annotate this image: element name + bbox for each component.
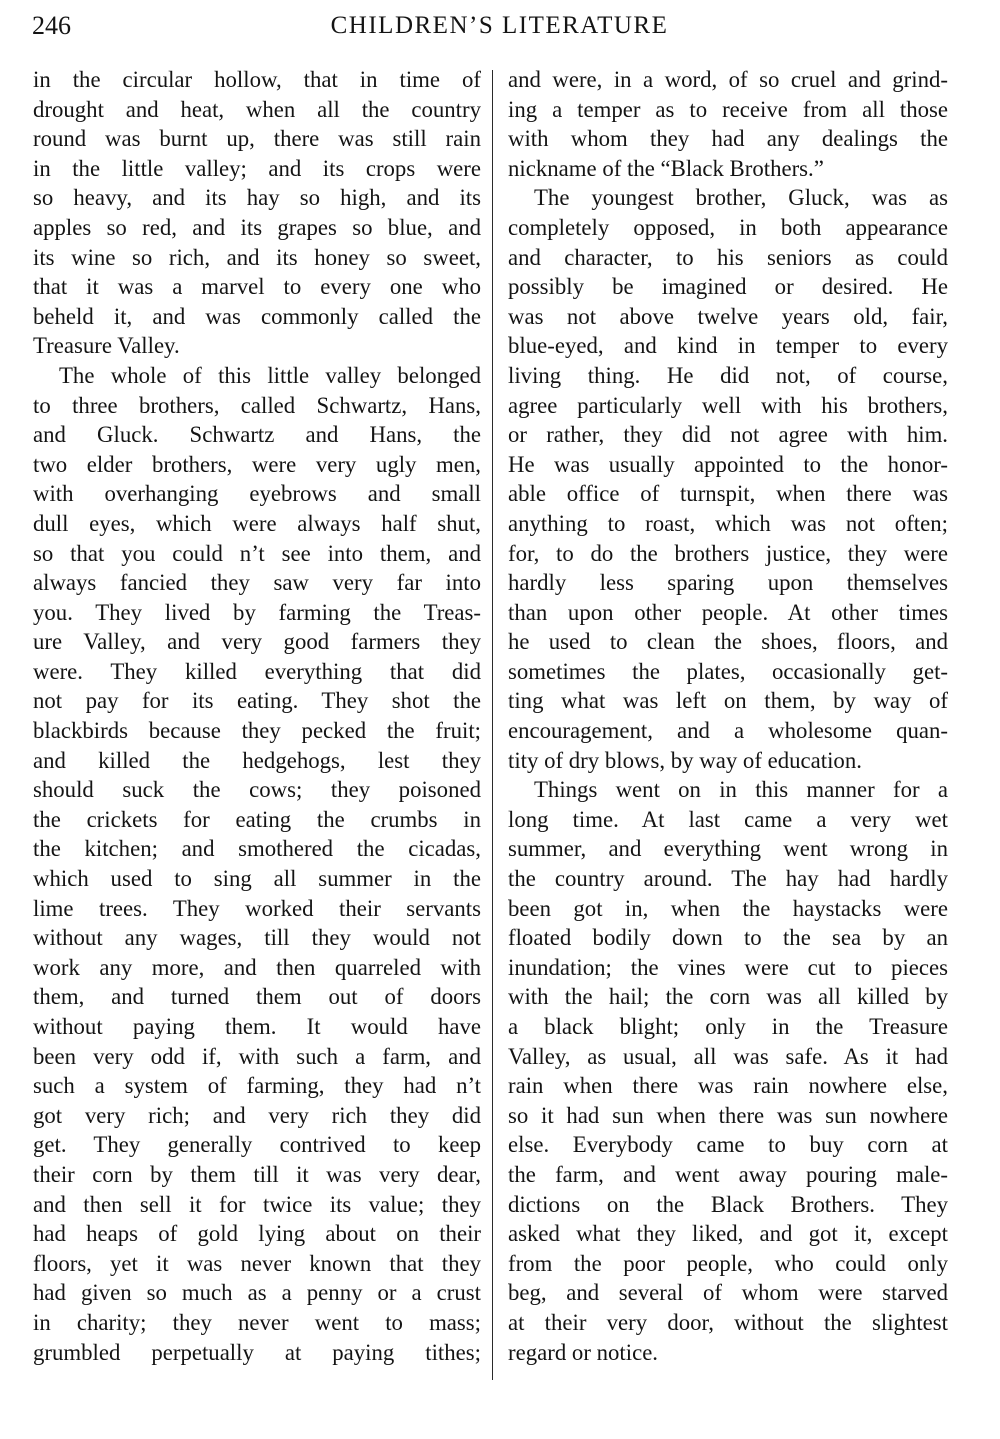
text-line: floors, yet it was never known that they	[33, 1250, 481, 1276]
text-line: such a system of farming, they had n’t	[33, 1073, 481, 1099]
text-line: He was usually appointed to the honor-	[508, 451, 948, 477]
text-line: been very odd if, with such a farm, and	[33, 1043, 481, 1069]
text-line: anything to roast, which was not often;	[508, 510, 948, 536]
text-line: in the circular hollow, that in time of	[33, 67, 481, 92]
text-line: in the little valley; and its crops were	[33, 155, 481, 181]
text-line: two elder brothers, were very ugly men,	[33, 451, 481, 477]
text-line: and were, in a word, of so cruel and grind-	[508, 67, 948, 92]
text-line: without paying them. It would have	[33, 1014, 481, 1039]
text-line: apples so red, and its grapes so blue, and	[33, 214, 481, 240]
text-line: ing a temper as to receive from all those	[508, 96, 948, 122]
text-line: nickname of the “Black Brothers.”	[508, 155, 824, 181]
text-line: tity of dry blows, by way of education.	[508, 747, 862, 773]
text-line: the kitchen; and smothered the cicadas,	[33, 836, 481, 862]
text-line: with the hail; the corn was all killed by	[508, 984, 948, 1010]
text-line: always fancied they saw very far into	[33, 570, 481, 596]
text-line: so heavy, and its hay so high, and its	[33, 185, 481, 211]
text-line: possibly be imagined or desired. He	[508, 274, 948, 300]
running-head: CHILDREN’S LITERATURE	[330, 12, 669, 39]
text-line: and Gluck. Schwartz and Hans, the	[33, 422, 481, 448]
text-line: got very rich; and very rich they did	[33, 1102, 481, 1128]
text-line: living thing. He did not, of course,	[508, 362, 948, 388]
text-line: lime trees. They worked their servants	[33, 895, 481, 921]
text-line: had heaps of gold lying about on their	[33, 1221, 481, 1247]
text-line: and then sell it for twice its value; they	[33, 1191, 481, 1217]
text-line: from the poor people, who could only	[508, 1250, 948, 1276]
text-line: or rather, they did not agree with him.	[508, 422, 948, 448]
text-line: ure Valley, and very good farmers they	[33, 629, 481, 655]
text-line: summer, and everything went wrong in	[508, 836, 948, 862]
text-line: and killed the hedgehogs, lest they	[33, 747, 481, 773]
text-line: ting what was left on them, by way of	[508, 688, 948, 714]
text-line: their corn by them till it was very dear,	[33, 1161, 481, 1187]
text-line: long time. At last came a very wet	[508, 806, 948, 832]
text-line: rain when there was rain nowhere else,	[508, 1073, 948, 1099]
text-line: able office of turnspit, when there was	[508, 481, 948, 507]
paragraph-start-line: Things went on in this manner for a	[534, 777, 948, 803]
text-line: work any more, and then quarreled with	[33, 954, 481, 980]
text-line: completely opposed, in both appearance	[508, 214, 948, 240]
text-line: the crickets for eating the crumbs in	[33, 806, 481, 832]
text-line: so that you could n’t see into them, and	[33, 540, 481, 566]
text-line: dull eyes, which were always half shut,	[33, 510, 481, 536]
text-line: Valley, as usual, all was safe. As it had	[508, 1043, 948, 1069]
text-line: which used to sing all summer in the	[33, 866, 481, 892]
text-line: get. They generally contrived to keep	[33, 1132, 481, 1158]
text-line: had given so much as a penny or a crust	[33, 1280, 481, 1306]
text-line: been got in, when the haystacks were	[508, 895, 948, 921]
text-line: them, and turned them out of doors	[33, 984, 481, 1010]
text-line: so it had sun when there was sun nowhere	[508, 1102, 948, 1128]
text-line: agree particularly well with his brothers,	[508, 392, 948, 418]
text-line: blue-eyed, and kind in temper to every	[508, 333, 948, 359]
text-line: its wine so rich, and its honey so sweet,	[33, 244, 481, 270]
text-line: not pay for its eating. They shot the	[33, 688, 481, 714]
text-line: and character, to his seniors as could	[508, 244, 948, 270]
text-line: was not above twelve years old, fair,	[508, 303, 948, 329]
column-divider	[492, 70, 493, 1380]
text-line: for, to do the brothers justice, they were	[508, 540, 948, 566]
text-line: else. Everybody came to buy corn at	[508, 1132, 948, 1158]
text-line: with overhanging eyebrows and small	[33, 481, 481, 507]
text-line: blackbirds because they pecked the fruit;	[33, 718, 481, 744]
text-line: you. They lived by farming the Treas-	[33, 599, 481, 625]
text-line: without any wages, till they would not	[33, 925, 481, 951]
text-line: inundation; the vines were cut to pieces	[508, 954, 948, 980]
text-line: the farm, and went away pouring male-	[508, 1161, 948, 1187]
text-line: regard or notice.	[508, 1339, 659, 1365]
text-line: beheld it, and was commonly called the	[33, 303, 481, 329]
page-number: 246	[32, 11, 71, 40]
text-line: drought and heat, when all the country	[33, 96, 481, 122]
page-header	[32, 8, 967, 44]
paragraph-start-line: The whole of this little valley belonged	[59, 362, 481, 388]
text-line: encouragement, and a wholesome quan-	[508, 718, 948, 744]
text-line: should suck the cows; they poisoned	[33, 777, 481, 803]
text-line: a black blight; only in the Treasure	[508, 1014, 948, 1039]
text-line: beg, and several of whom were starved	[508, 1280, 948, 1306]
text-line: asked what they liked, and got it, except	[508, 1221, 948, 1247]
text-line: dictions on the Black Brothers. They	[508, 1191, 948, 1217]
text-line: sometimes the plates, occasionally get-	[508, 658, 948, 684]
text-line: with whom they had any dealings the	[508, 126, 948, 152]
text-line: at their very door, without the slightest	[508, 1309, 948, 1335]
text-line: grumbled perpetually at paying tithes;	[33, 1339, 481, 1365]
paragraph-start-line: The youngest brother, Gluck, was as	[534, 185, 948, 211]
text-line: in charity; they never went to mass;	[33, 1309, 481, 1335]
text-line: to three brothers, called Schwartz, Hans,	[33, 392, 481, 418]
text-line: that it was a marvel to every one who	[33, 274, 481, 300]
text-line: Treasure Valley.	[33, 333, 180, 359]
text-line: he used to clean the shoes, floors, and	[508, 629, 948, 655]
text-line: hardly less sparing upon themselves	[508, 570, 948, 596]
right-column	[508, 65, 948, 1367]
text-line: the country around. The hay had hardly	[508, 866, 948, 892]
left-column	[33, 65, 481, 1367]
text-line: floated bodily down to the sea by an	[508, 925, 948, 951]
text-line: round was burnt up, there was still rain	[33, 126, 481, 152]
text-line: than upon other people. At other times	[508, 599, 948, 625]
text-line: were. They killed everything that did	[33, 658, 481, 684]
